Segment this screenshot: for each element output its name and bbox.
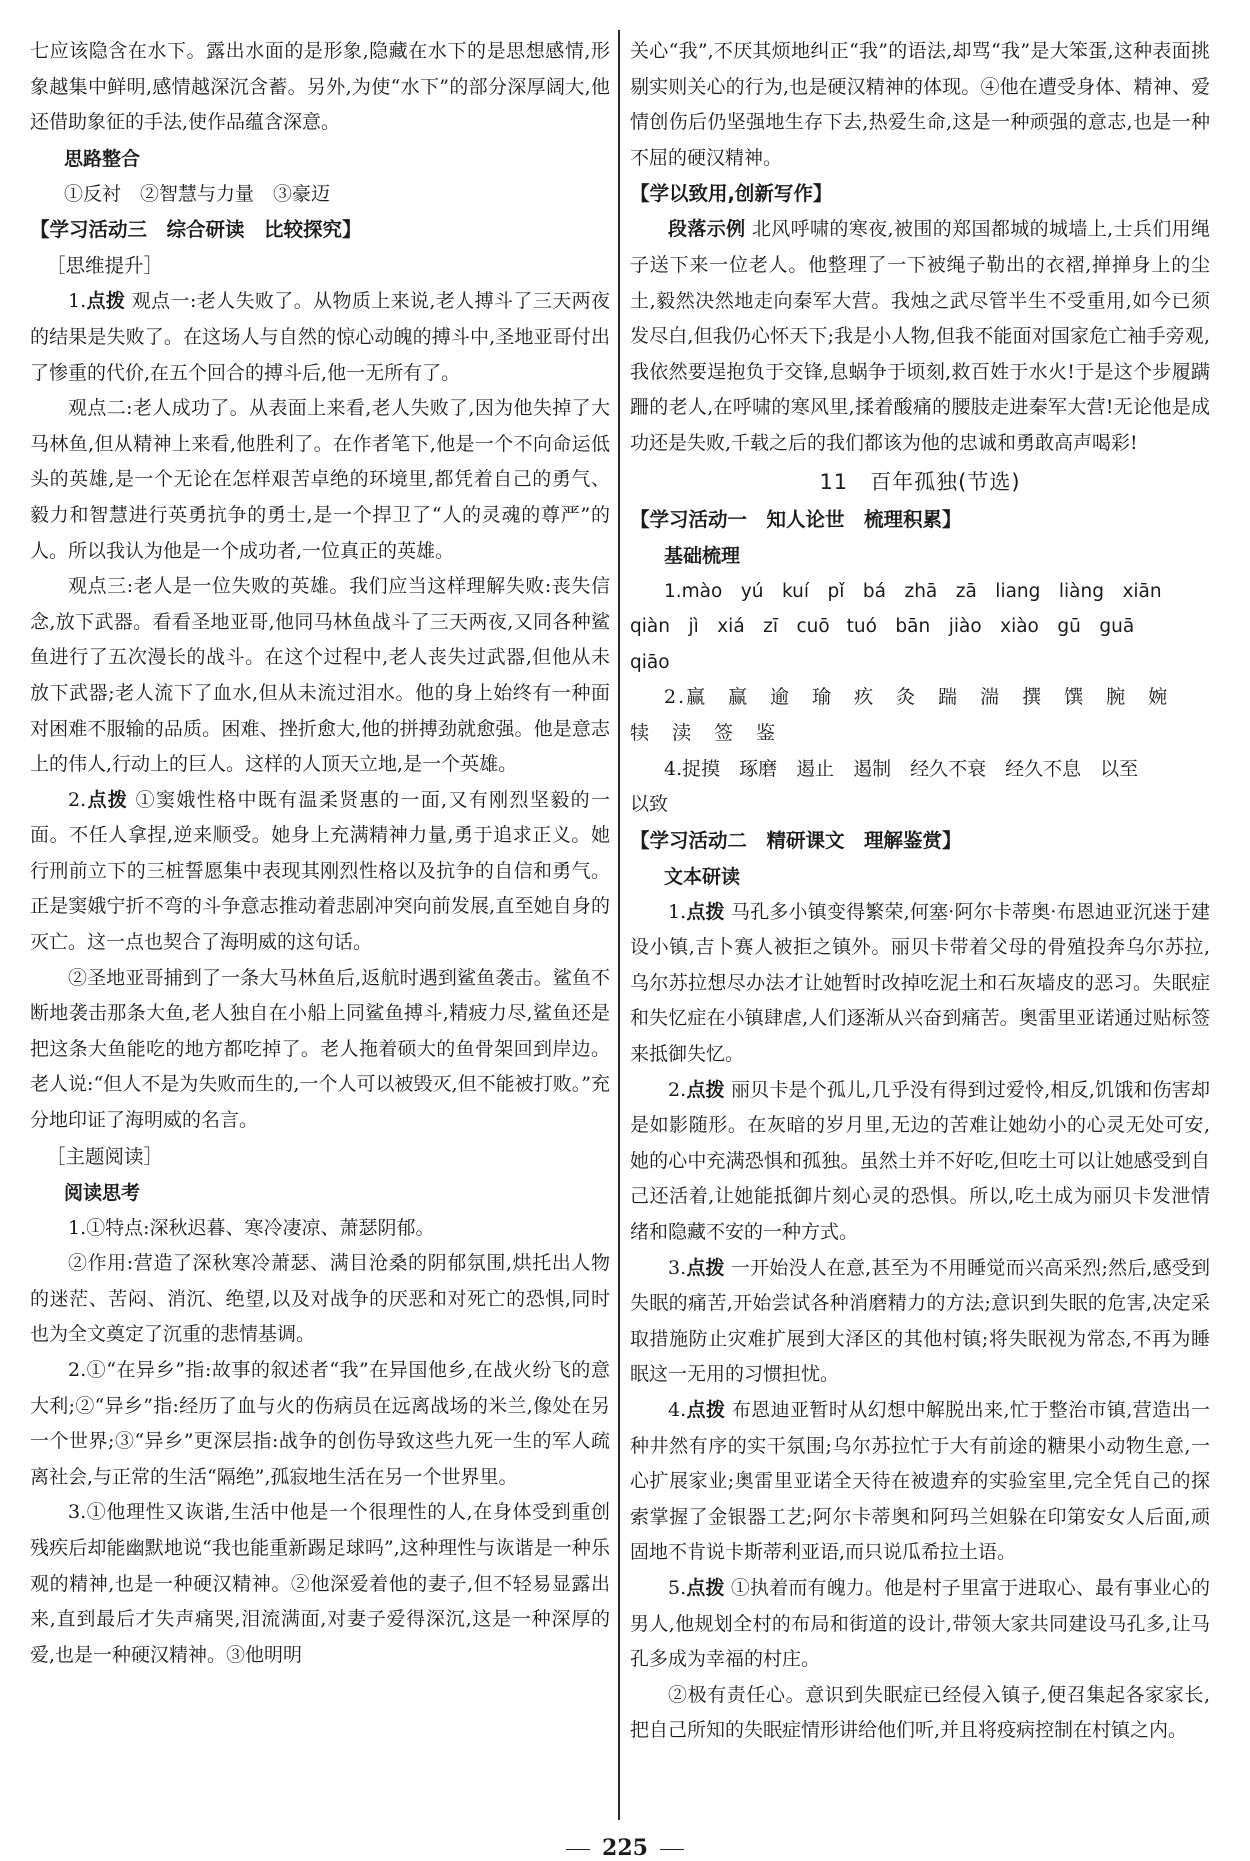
subsection-heading: ［思维提升］ — [46, 254, 164, 278]
page-number: 225 — [602, 1835, 648, 1861]
answer-item: 2.点拨 丽贝卡是个孤儿,几乎没有得到过爱怜,相反,饥饿和伤害却是如影随形。在灰暗的岁月里,无边的苦难让她幼小的心灵无处可安,她的心中充满恐惧和孤独。虽然土并不好吃,但吃土可以让她感受到自己还活着,让她能抵御片刻心灵的恐惧。所以,吃土成为丽贝卡发泄情绪和隐藏不安的一种方式。 — [630, 1078, 1210, 1244]
activity-heading: 【学习活动二 精研课文 理解鉴赏】 — [630, 828, 962, 852]
answer-item: 2.①“在异乡”指:故事的叙述者“我”在异国他乡,在战火纷飞的意大利;②“异乡”指:经历了血与火的伤病员在远离战场的米兰,像处在另一个世界;③“异乡”更深层指:战争的创伤导致这些九死一生的军人疏离社会,与正常的生活“隔绝”,孤寂地生活在另一个世界里。 — [30, 1359, 610, 1488]
activity-heading: 【学以致用,创新写作】 — [630, 182, 833, 206]
answer-item: 1.①特点:深秋迟暮、寒冷凄凉、萧瑟阴郁。 — [68, 1216, 435, 1239]
section-heading: 思路整合 — [64, 147, 141, 170]
pinyin-line: qiàn jì xiá zī cuō tuó bān jiào xiào gū guā — [630, 616, 1135, 638]
paragraph: ②圣地亚哥捕到了一条大马林鱼后,返航时遇到鲨鱼袭击。鲨鱼不断地袭击那条大鱼,老人独自在小船上同鲨鱼搏斗,精疲力尽,鲨鱼还是把这条大鱼能吃的地方都吃掉了。老人拖着硕大的鱼骨架回到岸边。老人说:“但人不是为失败而生的,一个人可以被毁灭,但不能被打败。”充分地印证了海明威的名言。 — [30, 966, 610, 1132]
hint-label: 点拨 — [86, 290, 126, 313]
answer-item: 2.点拨 ①窦娥性格中既有温柔贤惠的一面,又有刚烈坚毅的一面。不任人拿捏,逆来顺受。她身上充满精神力量,勇于追求正义。她行刑前立下的三桩誓愿集中表现其刚烈性格以及抗争的自信和勇气。正是窦娥宁折不弯的斗争意志推动着悲剧冲突向前发展,直至她自身的灭亡。这一点也契合了海明威的这句话。 — [30, 788, 610, 954]
activity-heading: 【学习活动三 综合研读 比较探究】 — [30, 218, 362, 242]
hint-label: 点拨 — [686, 1576, 725, 1599]
hint-label: 点拨 — [686, 1256, 725, 1279]
paragraph: 七应该隐含在水下。露出水面的是形象,隐藏在水下的是思想感情,形象越集中鲜明,感情越深沉含蓄。另外,为使“水下”的部分深厚阔大,他还借助象征的手法,使作品蕴含深意。 — [30, 40, 610, 134]
paragraph: 观点二:老人成功了。从表面上来看,老人失败了,因为他失掉了大马林鱼,但从精神上来看,他胜利了。在作者笔下,他是一个不向命运低头的英雄,是一个无论在怎样艰苦卓绝的环境里,都凭着自己的勇气、毅力和智慧进行英勇抗争的勇士,是一个捍卫了“人的灵魂的尊严”的人。所以我认为他是一个成功者,一位真正的英雄。 — [30, 397, 610, 562]
pinyin-line: 1.mào yú kuí pǐ bá zhā zā liang liàng xiān — [664, 580, 1162, 602]
word-line: 4.捉摸 琢磨 遏止 遏制 经久不衰 经久不息 以至 — [664, 757, 1139, 780]
answer-item: 1.点拨 观点一:老人失败了。从物质上来说,老人搏斗了三天两夜的结果是失败了。在这场人与自然的惊心动魄的搏斗中,圣地亚哥付出了惨重的代价,在五个回合的搏斗后,他一无所有了。 — [30, 290, 610, 384]
section-heading: 基础梳理 — [664, 544, 741, 567]
hint-label: 点拨 — [86, 788, 129, 811]
hint-label: 点拨 — [686, 900, 725, 923]
footer-dash — [660, 1849, 684, 1850]
hint-label: 点拨 — [686, 1078, 725, 1101]
example-label: 段落示例 — [668, 218, 746, 241]
section-heading: 阅读思考 — [64, 1181, 141, 1204]
right-column — [630, 34, 1210, 1749]
paragraph: ②作用:营造了深秋寒冷萧瑟、满目沧桑的阴郁氛围,烘托出人物的迷茫、苦闷、消沉、绝望,以及对战争的厌恶和对死亡的恐惧,同时也为全文奠定了沉重的悲情基调。 — [30, 1252, 610, 1346]
subsection-heading: ［主题阅读］ — [46, 1144, 164, 1168]
answer-item: 5.点拨 ①执着而有魄力。他是村子里富于进取心、最有事业心的男人,他规划全村的布局和街道的设计,带领大家共同建设马孔多,让马孔多成为幸福的村庄。 — [630, 1576, 1210, 1671]
answer-item: 4.点拨 布恩迪亚暂时从幻想中解脱出来,忙于整治市镇,营造出一种井然有序的实干氛围;乌尔苏拉忙于大有前途的糖果小动物生意,一心扩展家业;奥雷里亚诺全天待在被遗弃的实验室里,完全凭自己的探索掌握了金银器工艺;阿尔卡蒂奥和阿玛兰妲躲在印第安女人后面,顽固地不肯说卡斯蒂利亚语,而只说瓜希拉土语。 — [630, 1399, 1210, 1564]
character-line: 2.赢 赢 逾 瑜 疚 灸 踹 湍 撰 馔 腕 婉 — [664, 686, 1170, 709]
word-line: 以致 — [630, 793, 669, 816]
character-line: 犊 渎 签 鉴 — [630, 721, 778, 744]
activity-heading: 【学习活动一 知人论世 梳理积累】 — [630, 507, 962, 531]
pinyin-line: qiāo — [630, 651, 670, 673]
answer-item: 3.①他理性又诙谐,生活中他是一个很理性的人,在身体受到重创残疾后却能幽默地说“我也能重新踢足球吗”,这种理性与诙谐是一种乐观的精神,也是一种硬汉精神。②他深爱着他的妻子,但不轻易显露出来,直到最后才失声痛哭,泪流满面,对妻子爱得深沉,这是一种深厚的爱,也是一种硬汉精神。③他明明 — [30, 1501, 610, 1666]
answer-item: 段落示例 北风呼啸的寒夜,被围的郑国都城的城墙上,士兵们用绳子送下来一位老人。他整理了一下被绳子勒出的衣褶,掸掸身上的尘土,毅然决然地走向秦军大营。我烛之武尽管半生不受重用,如今已须发尽白,但我仍心怀天下;我是小人物,但我不能面对国家危亡袖手旁观,我依然要逞抱负于交锋,息蜗争于顷刻,救百姓于水火!于是这个步履蹒跚的老人,在呼啸的寒风里,揉着酸痛的腰肢走进秦军大营!无论他是成功还是失败,千载之后的我们都该为他的忠诚和勇敢高声喝彩! — [630, 218, 1210, 454]
page-footer — [0, 1836, 1250, 1860]
answer-item: 3.点拨 一开始没人在意,甚至为不用睡觉而兴高采烈;然后,感受到失眠的痛苦,开始尝试各种消磨精力的方法;意识到失眠的危害,决定采取措施防止灾难扩展到大泽区的其他村镇;将失眠视为常态,不再为睡眠这一无用的习惯担忧。 — [630, 1256, 1210, 1386]
answer-item: 1.点拨 马孔多小镇变得繁荣,何塞·阿尔卡蒂奥·布恩迪亚沉迷于建设小镇,吉卜赛人被拒之镇外。丽贝卡带着父母的骨殖投奔乌尔苏拉,乌尔苏拉想尽办法才让她暂时改掉吃泥土和石灰墙皮的恶习。失眠症和失忆症在小镇肆虐,人们逐渐从兴奋到痛苦。奥雷里亚诺通过贴标签来抵御失忆。 — [630, 900, 1210, 1066]
column-divider — [618, 30, 620, 1820]
paragraph: ②极有责任心。意识到失眠症已经侵入镇子,便召集起各家家长,把自己所知的失眠症情形讲给他们听,并且将疫病控制在村镇之内。 — [630, 1683, 1210, 1742]
hint-label: 点拨 — [686, 1399, 726, 1421]
paragraph: 关心“我”,不厌其烦地纠正“我”的语法,却骂“我”是大笨蛋,这种表面挑剔实则关心的行为,也是硬汉精神的体现。④他在遭受身体、精神、爱情创伤后仍坚强地生存下去,热爱生命,这是一种顽强的意志,也是一种不屈的硬汉精神。 — [630, 40, 1210, 169]
paragraph: 观点三:老人是一位失败的英雄。我们应当这样理解失败:丧失信念,放下武器。看看圣地亚哥,他同马林鱼战斗了三天两夜,又同各种鲨鱼进行了五次漫长的战斗。在这个过程中,老人丧失过武器,但他从未放下武器;老人流下了血水,但从未流过泪水。他的身上始终有一种面对困难不服输的品质。困难、挫折愈大,他的拼搏劲就愈强。他是意志上的伟人,行动上的巨人。这样的人顶天立地,是一个英雄。 — [30, 575, 610, 776]
section-heading: 文本研读 — [664, 865, 741, 888]
lesson-title: 11 百年孤独(节选) — [819, 469, 1021, 494]
list-item: ①反衬 ②智慧与力量 ③豪迈 — [64, 182, 331, 205]
footer-dash — [566, 1849, 590, 1850]
left-column — [30, 34, 610, 1673]
